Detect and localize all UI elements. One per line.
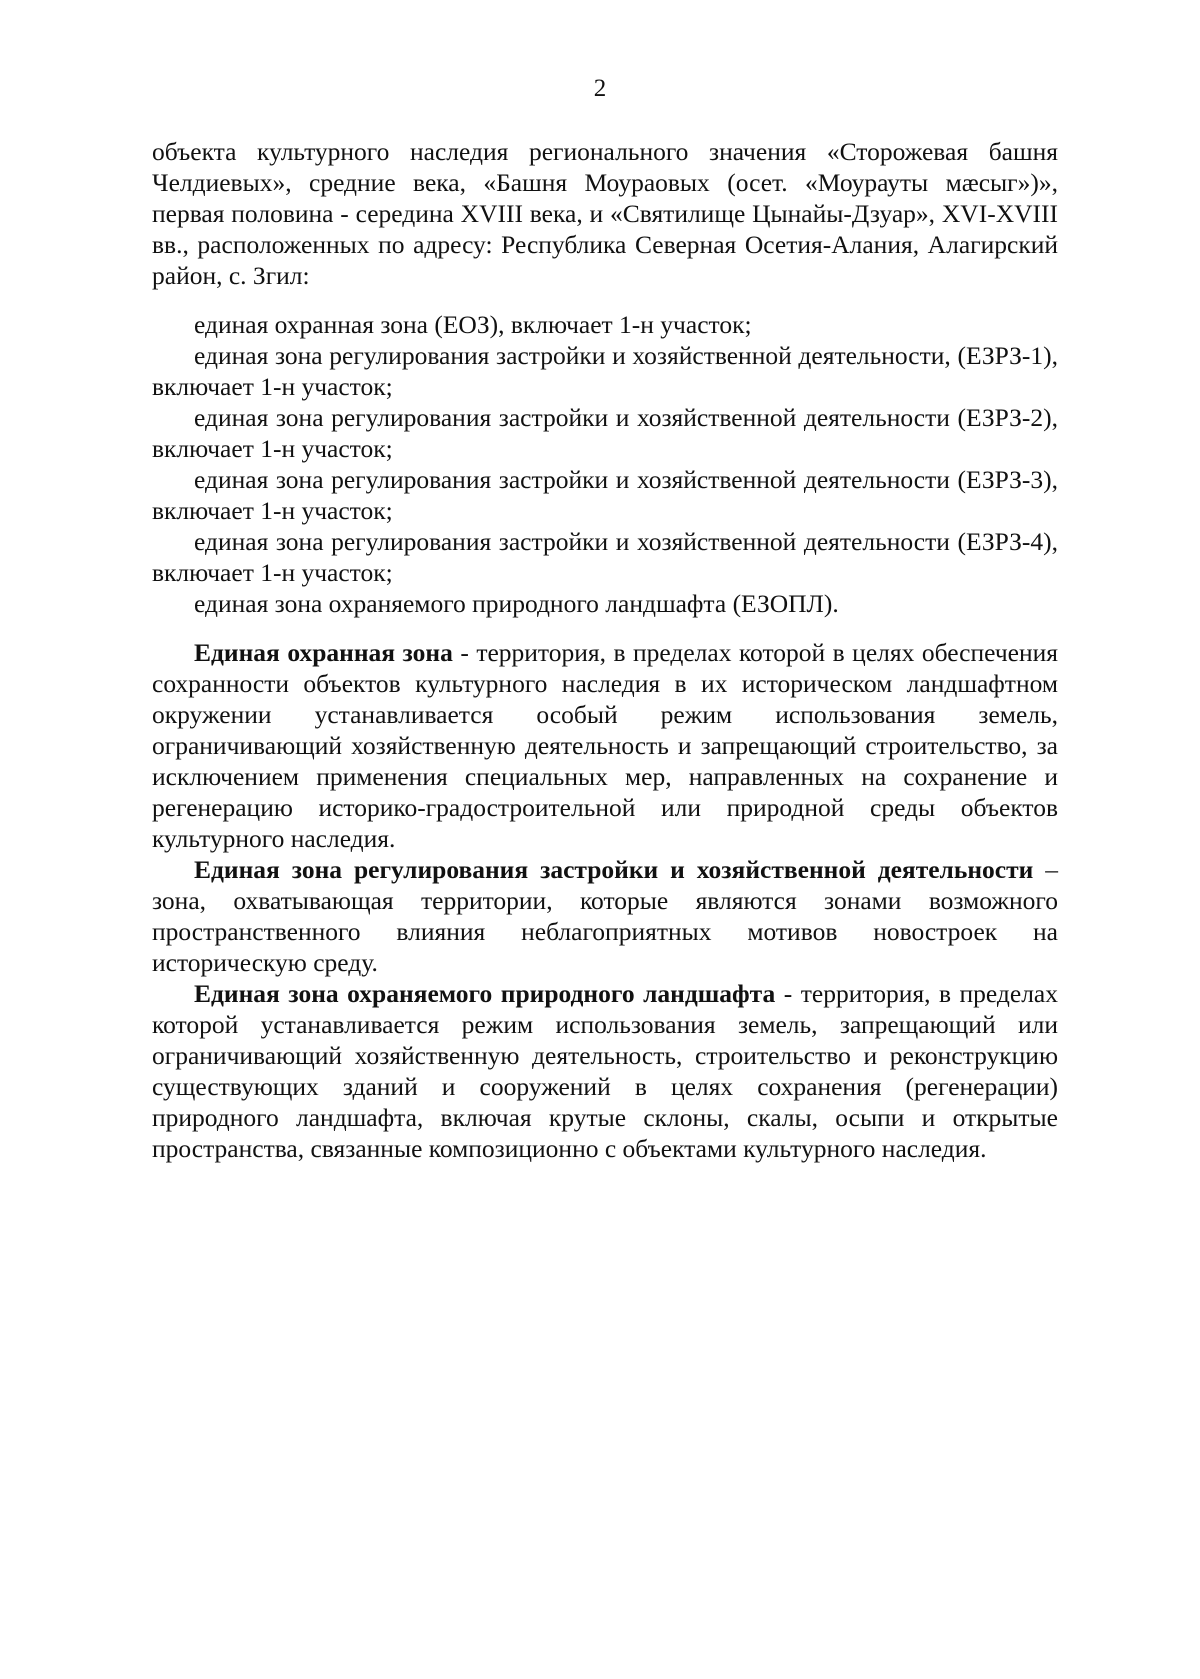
document-body (152, 136, 1058, 1164)
definition-term: Единая зона охраняемого природного ландшафта (194, 979, 776, 1008)
definition-paragraph (152, 854, 1058, 978)
zone-item: единая зона регулирования застройки и хозяйственной деятельности, (ЕЗРЗ-1), включает 1-н участок; (152, 341, 1058, 401)
page-number: 2 (593, 75, 607, 102)
zone-item: единая охранная зона (ЕОЗ), включает 1-н участок; (194, 310, 752, 339)
definition-paragraph (152, 637, 1058, 854)
definition-term: Единая охранная зона (194, 638, 453, 667)
definition-text: – зона, охватывающая территории, которые являются зонами возможного пространственного влияния неблагоприятных мотивов новостроек на историческую среду. (152, 855, 1059, 977)
zones-list (152, 309, 1058, 619)
definition-text: - территория, в пределах которой устанавливается режим использования земель, запрещающий или ограничивающий хозяйственную деятельность, строительство и реконструкцию существующих зданий и сооружений в целях сохранения (регенерации) природного ландшафта, включая крутые склоны, скалы, осыпи и открытые пространства, связанные композиционно с объектами культурного наследия. (152, 979, 1058, 1163)
intro-paragraph: объекта культурного наследия регионального значения «Сторожевая башня Челдиевых», средние века, «Башня Моураовых (осет. «Моурауты мæсыг»)», первая половина - середина XVIII века, и «Святилище Цынайы-Дзуар», XVI-XVIII вв., расположенных по адресу: Республика Северная Осетия-Алания, Алагирский район, с. Згил: (152, 137, 1058, 290)
zone-item: единая зона охраняемого природного ландшафта (ЕЗОПЛ). (194, 589, 839, 618)
definition-term: Единая зона регулирования застройки и хозяйственной деятельности (194, 855, 1034, 884)
definition-paragraph (152, 978, 1058, 1164)
zone-item: единая зона регулирования застройки и хозяйственной деятельности (ЕЗРЗ-4), включает 1-н участок; (152, 527, 1058, 587)
definition-text: - территория, в пределах которой в целях обеспечения сохранности объектов культурного наследия в их историческом ландшафтном окружении устанавливается особый режим использования земель, ограничивающий хозяйственную деятельность и запрещающий строительство, за исключением применения специальных мер, направленных на сохранение и регенерацию историко-градостроительной или природной среды объектов культурного наследия. (152, 638, 1058, 853)
zone-item: единая зона регулирования застройки и хозяйственной деятельности (ЕЗРЗ-2), включает 1-н участок; (152, 403, 1058, 463)
zone-item: единая зона регулирования застройки и хозяйственной деятельности (ЕЗРЗ-3), включает 1-н участок; (152, 465, 1058, 525)
